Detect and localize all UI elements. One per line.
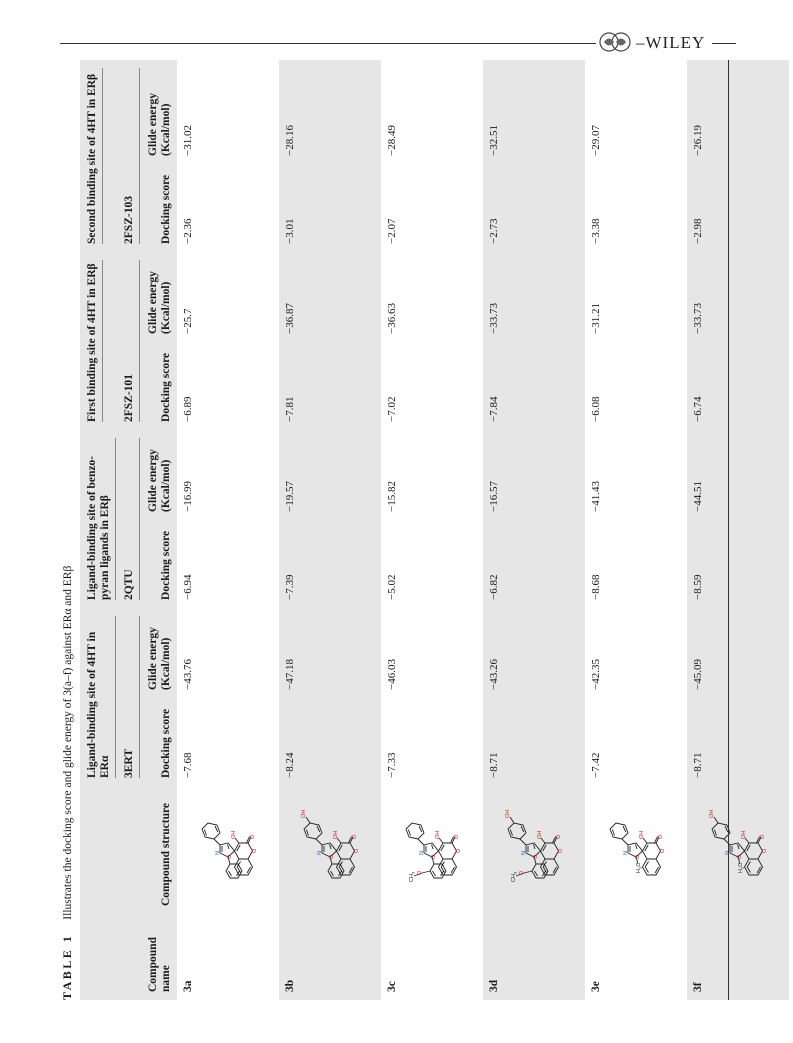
svg-text:O: O	[250, 834, 256, 839]
svg-text:N: N	[521, 851, 527, 855]
group-header-second-erb: Second binding site of 4HT in ERβ	[86, 68, 103, 244]
svg-text:O: O	[660, 848, 666, 853]
svg-text:O: O	[556, 834, 562, 839]
docking-score-cell: −3.38	[590, 218, 602, 244]
rotated-table-page	[60, 60, 768, 1000]
svg-text:CH3: $CH_3$	[409, 871, 416, 882]
docking-score-cell: −7.68	[182, 752, 194, 778]
glide-energy-cell: −29.07	[590, 125, 602, 156]
docking-score-cell: −7.84	[483, 342, 585, 430]
glide-energy-cell: −15.82	[386, 481, 398, 512]
svg-text:O: O	[760, 834, 766, 839]
docking-score-cell: −8.71	[483, 698, 585, 786]
svg-text:OH: OH	[435, 830, 441, 839]
svg-text:O: O	[558, 848, 564, 853]
svg-text:O: O	[737, 854, 743, 859]
glide-energy-cell: −26.19	[687, 60, 789, 164]
svg-text:O: O	[519, 870, 525, 875]
docking-score-cell: −7.02	[386, 396, 398, 422]
col-header-docking: Docking score	[143, 698, 177, 786]
svg-text:OH: OH	[709, 809, 715, 818]
publisher-name: –WILEY	[636, 33, 706, 52]
glide-energy-cell: −33.73	[687, 252, 789, 342]
compound-structure-cell	[381, 786, 483, 914]
svg-text:O: O	[762, 848, 768, 853]
compound-structure-cell	[585, 786, 687, 914]
svg-text:O: O	[635, 854, 641, 859]
glide-energy-cell: −16.57	[483, 430, 585, 520]
glide-energy-cell: −43.76	[182, 659, 194, 690]
svg-text:N: N	[317, 851, 323, 855]
compound-name-cell: 3a	[182, 980, 194, 992]
compound-structure-cell	[687, 786, 789, 914]
header-row-columns	[143, 60, 177, 1000]
glide-energy-cell: −47.18	[279, 608, 381, 698]
docking-score-cell: −6.94	[182, 574, 194, 600]
col-header-glide: Glide energy (Kcal/mol)	[143, 252, 177, 342]
molecule-structure-icon	[282, 794, 366, 906]
group-header-first-erb: First binding site of 4HT in ERβ	[86, 260, 103, 422]
table-row	[585, 60, 687, 1000]
pdb-code-first: 2FSZ-101	[123, 260, 140, 422]
svg-text:N: N	[215, 851, 221, 855]
table-row	[483, 60, 585, 1000]
glide-energy-cell: −36.87	[279, 252, 381, 342]
compound-structure-cell	[177, 786, 279, 914]
molecule-structure-icon	[180, 794, 264, 906]
svg-text:OH: OH	[639, 830, 645, 839]
pdb-code-era: 3ERT	[123, 616, 140, 778]
molecule-structure-icon	[486, 794, 570, 906]
svg-text:OH: OH	[505, 809, 511, 818]
svg-text:OH: OH	[301, 809, 307, 818]
svg-text:OH: OH	[741, 830, 747, 839]
glide-energy-cell: −32.51	[483, 60, 585, 164]
svg-text:O: O	[417, 870, 423, 875]
svg-text:O: O	[456, 848, 462, 853]
docking-score-cell: −6.89	[182, 396, 194, 422]
docking-score-cell: −7.42	[590, 752, 602, 778]
svg-text:O: O	[658, 834, 664, 839]
svg-text:O: O	[454, 834, 460, 839]
glide-energy-cell: −44.51	[687, 430, 789, 520]
docking-score-cell: −7.39	[279, 520, 381, 608]
pdb-code-benzopyran: 2QTU	[123, 438, 140, 600]
caption-text: Illustrates the docking score and glide energy of 3(a–f) against ERα and ERβ	[62, 565, 74, 920]
docking-score-cell: −8.59	[687, 520, 789, 608]
svg-text:O: O	[431, 854, 437, 859]
docking-score-cell: −8.24	[279, 698, 381, 786]
compound-name-cell: 3d	[483, 914, 585, 1000]
glide-energy-cell: −45.09	[687, 608, 789, 698]
col-header-docking: Docking score	[143, 520, 177, 608]
docking-score-cell: −7.81	[279, 342, 381, 430]
col-header-structure: Compound structure	[143, 786, 177, 914]
glide-energy-cell: −31.02	[182, 125, 194, 156]
docking-score-cell: −6.82	[483, 520, 585, 608]
glide-energy-cell: −25.7	[182, 308, 194, 334]
header-row-pdb	[119, 60, 143, 1000]
glide-energy-cell: −43.26	[483, 608, 585, 698]
molecule-structure-icon	[588, 794, 672, 906]
molecule-structure-icon	[690, 794, 774, 906]
col-header-name: Compound name	[143, 914, 177, 1000]
docking-score-cell: −6.74	[687, 342, 789, 430]
glide-energy-cell: −28.16	[279, 60, 381, 164]
svg-text:O: O	[252, 848, 258, 853]
caption-label: TABLE 1	[60, 933, 74, 1000]
header-row-groups	[80, 60, 119, 1000]
glide-energy-cell: −19.57	[279, 430, 381, 520]
docking-score-cell: −5.02	[386, 574, 398, 600]
svg-text:H3C: $H_3C$	[738, 862, 745, 873]
glide-energy-cell: −31.21	[590, 303, 602, 334]
svg-text:O: O	[329, 854, 335, 859]
docking-score-cell: −6.08	[590, 396, 602, 422]
svg-text:O: O	[354, 848, 360, 853]
docking-score-cell: −8.71	[687, 698, 789, 786]
svg-text:H3C: $H_3C$	[636, 862, 643, 873]
docking-score-cell: −8.68	[590, 574, 602, 600]
col-header-glide: Glide energy (Kcal/mol)	[143, 60, 177, 164]
svg-text:N: N	[419, 851, 425, 855]
table-row	[381, 60, 483, 1000]
svg-text:O: O	[533, 854, 539, 859]
col-header-glide: Glide energy (Kcal/mol)	[143, 430, 177, 520]
compound-name-cell: 3c	[386, 981, 398, 992]
glide-energy-cell: −42.35	[590, 659, 602, 690]
table-row	[279, 60, 381, 1000]
compound-name-cell: 3f	[687, 914, 789, 1000]
table-row	[177, 60, 279, 1000]
col-header-glide: Glide energy (Kcal/mol)	[143, 608, 177, 698]
svg-text:CH3: $CH_3$	[511, 871, 518, 882]
table-caption	[60, 566, 75, 1000]
svg-text:OH: OH	[537, 830, 543, 839]
compound-name-cell: 3e	[590, 981, 602, 992]
col-header-docking: Docking score	[143, 342, 177, 430]
svg-text:OH: OH	[333, 830, 339, 839]
group-header-era: Ligand-binding site of 4HT in ERα	[86, 616, 116, 778]
group-header-benzopyran: Ligand-binding site of benzo-pyran ligands in ERβ	[86, 438, 116, 600]
glide-energy-cell: −41.43	[590, 481, 602, 512]
docking-score-cell: −7.33	[386, 752, 398, 778]
docking-table	[80, 60, 789, 1000]
glide-energy-cell: −33.73	[483, 252, 585, 342]
glide-energy-cell: −28.49	[386, 125, 398, 156]
pdb-code-second: 2FSZ-103	[123, 68, 140, 244]
svg-text:N: N	[623, 851, 629, 855]
svg-text:OH: OH	[231, 830, 237, 839]
glide-energy-cell: −36.63	[386, 303, 398, 334]
docking-score-cell: −2.07	[386, 218, 398, 244]
col-header-docking: Docking score	[143, 164, 177, 252]
compound-name-cell: 3b	[279, 914, 381, 1000]
table-row	[687, 60, 789, 1000]
svg-text:N: N	[725, 851, 731, 855]
header-rule-left	[60, 43, 596, 44]
glide-energy-cell: −46.03	[386, 659, 398, 690]
svg-text:O: O	[352, 834, 358, 839]
compound-structure-cell	[483, 786, 585, 914]
table-bottom-rule	[728, 60, 729, 1000]
docking-score-cell: −2.73	[483, 164, 585, 252]
wiley-logo-icon	[598, 30, 632, 54]
molecule-structure-icon	[384, 794, 468, 906]
glide-energy-cell: −16.99	[182, 481, 194, 512]
svg-text:O: O	[227, 854, 233, 859]
docking-score-cell: −3.01	[279, 164, 381, 252]
header-rule-right	[712, 43, 736, 44]
docking-score-cell: −2.98	[687, 164, 789, 252]
docking-score-cell: −2.36	[182, 218, 194, 244]
compound-structure-cell	[279, 786, 381, 914]
